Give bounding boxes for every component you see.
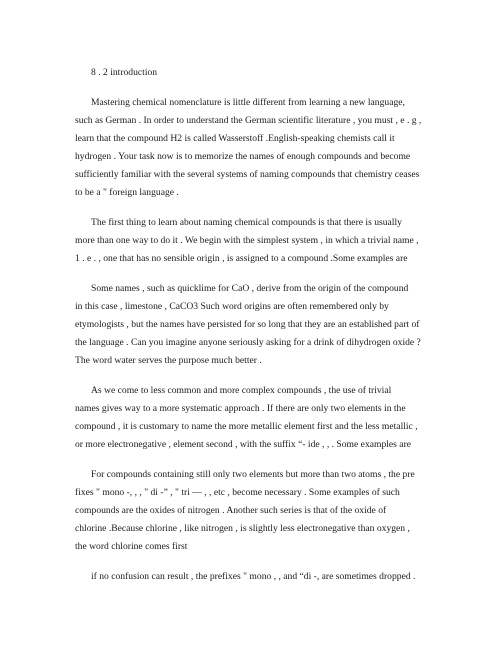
paragraph-4-line-2: names gives way to a more systematic approach . If there are only two elements in the [75, 403, 406, 414]
paragraph-4-line-4: or more electronegative , element second , with the suffix “- ide , , . Some examples are [75, 439, 412, 450]
paragraph-6-line-1: if no confusion can result , the prefixes " mono , , and “di -, are sometimes dropped . [91, 571, 416, 582]
paragraph-3-line-3: etymologists , but the names have persisted for so long that they are an established part of [75, 319, 420, 330]
paragraph-5-line-3: compounds are the oxides of nitrogen . Another such series is that of the oxide of [75, 505, 387, 516]
paragraph-1-line-5: sufficiently familiar with the several systems of naming compounds that chemistry ceases [75, 169, 420, 180]
paragraph-1-line-4: hydrogen . Your task now is to memorize the names of enough compounds and become [75, 151, 411, 162]
paragraph-3-line-2: in this case , limestone , CaCO3 Such word origins are often remembered only by [75, 301, 389, 312]
paragraph-3-line-5: The word water serves the purpose much better . [75, 355, 262, 366]
paragraph-5-line-1: For compounds containing still only two elements but more than two atoms , the pre [91, 469, 415, 480]
paragraph-1-line-3: learn that the compound H2 is called Wasserstoff .English-speaking chemists call it [75, 133, 395, 144]
paragraph-5-line-2: fixes " mono -, , , " di -” , " tri — , , etc , become necessary . Some examples of such [75, 487, 400, 498]
paragraph-3-line-4: the language . Can you imagine anyone seriously asking for a drink of dihydrogen oxide ? [75, 337, 421, 348]
paragraph-1-line-2: such as German . In order to understand the German scientific literature , you must , e . g , [75, 115, 422, 126]
paragraph-5-line-4: chlorine .Because chlorine , like nitrogen , is slightly less electronegative than oxygen , [75, 523, 410, 534]
paragraph-2-line-3: 1 . e . , one that has no sensible origin , is assigned to a compound .Some examples are [75, 253, 408, 264]
paragraph-1-line-1: Mastering chemical nomenclature is little different from learning a new language, [91, 97, 405, 108]
paragraph-2-line-1: The first thing to learn about naming chemical compounds is that there is usually [91, 217, 402, 228]
section-heading: 8 . 2 introduction [91, 67, 158, 78]
paragraph-1-line-6: to be a " foreign language . [75, 187, 179, 198]
paragraph-5-line-5: the word chlorine comes first [75, 541, 188, 552]
paragraph-2-line-2: more than one way to do it . We begin with the simplest system , in which a trivial name , [75, 235, 419, 246]
paragraph-3-line-1: Some names , such as quicklime for CaO , derive from the origin of the compound [91, 283, 409, 294]
paragraph-4-line-1: As we come to less common and more complex compounds , the use of trivial [91, 385, 392, 396]
paragraph-4-line-3: compound , it is customary to name the more metallic element first and the less metallic , [75, 421, 418, 432]
